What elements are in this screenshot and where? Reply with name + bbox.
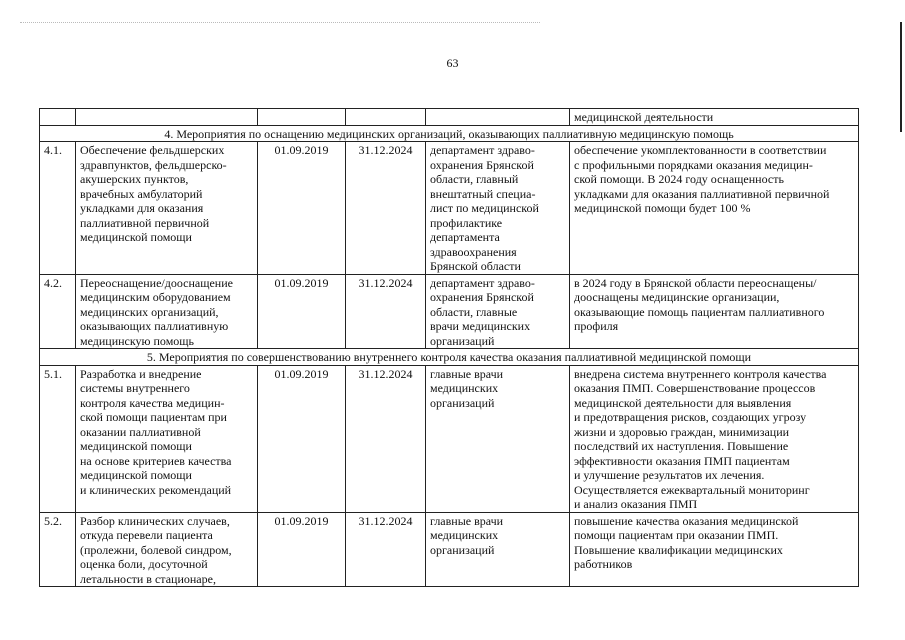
cell-line: главные врачи bbox=[430, 513, 504, 528]
table-row bbox=[40, 142, 859, 275]
cell-line: контроля качества медицин- bbox=[80, 395, 225, 410]
cell-line: Осуществляется ежеквартальный мониторинг bbox=[574, 482, 810, 497]
cell-start-date: 01.09.2019 bbox=[258, 365, 346, 512]
table-row bbox=[40, 365, 859, 512]
cell-line: последствий их наступления. Повышение bbox=[574, 439, 789, 453]
cell-line: медицинской помощи bbox=[80, 439, 192, 453]
page-number: 63 bbox=[446, 56, 459, 70]
cell-line: врачебных амбулаторий bbox=[80, 186, 203, 201]
cell-line: Разбор клинических случаев, bbox=[80, 513, 230, 528]
cell-line: эффективности оказания ПМП пациентам bbox=[574, 453, 790, 468]
cell-line: в 2024 году в Брянской области переоснащены/ bbox=[574, 275, 817, 290]
cell-line: лист по медицинской bbox=[430, 201, 539, 215]
cell-line: оказании паллиативной bbox=[80, 424, 201, 439]
cell-line: медицинской деятельности для выявления bbox=[574, 395, 792, 410]
cell-line: внедрена система внутреннего контроля качества bbox=[574, 366, 827, 381]
cell-responsible bbox=[426, 365, 570, 512]
cell-number: 5.2. bbox=[40, 512, 76, 587]
cell-line: и предотвращения рисков, создающих угрозу bbox=[574, 410, 807, 424]
section-header-row bbox=[40, 349, 859, 366]
cell-line: области, главные bbox=[430, 304, 518, 319]
cell-result bbox=[570, 365, 859, 512]
cell-line: организаций bbox=[430, 333, 495, 348]
cell-line: департамент здраво- bbox=[430, 275, 535, 290]
cell-line: медицинскую помощь bbox=[80, 333, 195, 348]
cell-line: системы внутреннего bbox=[80, 381, 190, 395]
section-header-row bbox=[40, 125, 859, 142]
scan-edge-mark bbox=[900, 22, 902, 132]
cell-line: откуда перевели пациента bbox=[80, 528, 213, 542]
cell-number: 5.1. bbox=[40, 365, 76, 512]
cell-line: жизни и здоровью граждан, минимизации bbox=[574, 424, 790, 439]
cell-responsible bbox=[426, 274, 570, 349]
cell-line: медицинским оборудованием bbox=[80, 290, 231, 304]
cell-line: Переоснащение/дооснащение bbox=[80, 275, 233, 290]
cell-line: ской помощи пациентам при bbox=[80, 410, 227, 424]
cell-result bbox=[570, 512, 859, 587]
cell-line: организаций bbox=[430, 395, 495, 410]
cell-measure-name bbox=[76, 142, 258, 275]
cell-line: медицинской помощи будет 100 % bbox=[574, 201, 751, 215]
cell-number: 4.1. bbox=[40, 142, 76, 275]
cell-line: здравпунктов, фельдшерско- bbox=[80, 157, 227, 172]
cell-line: паллиативной первичной bbox=[80, 215, 210, 230]
cell-line: оказывающих паллиативную bbox=[80, 319, 229, 333]
cell-line: департамент здраво- bbox=[430, 143, 535, 157]
cell-line: главные врачи bbox=[430, 366, 504, 381]
cell-line: ской помощи. В 2024 году оснащенность bbox=[574, 172, 784, 186]
cell-line: Обеспечение фельдшерских bbox=[80, 143, 225, 157]
cell-line: охранения Брянской bbox=[430, 157, 534, 172]
cell-result bbox=[570, 142, 859, 275]
cell-line: области, главный bbox=[430, 172, 519, 186]
cell-start-date: 01.09.2019 bbox=[258, 274, 346, 349]
cell-line: работников bbox=[574, 557, 633, 571]
cell-line: укладками для оказания bbox=[80, 201, 204, 215]
cell-line: департамента bbox=[430, 230, 500, 244]
cell-line: медицинских организаций, bbox=[80, 304, 219, 319]
cell-result: медицинской деятельности bbox=[570, 109, 859, 126]
cell-end-date: 31.12.2024 bbox=[346, 512, 426, 587]
section-title: 4. Мероприятия по оснащению медицинских организаций, оказывающих паллиативную медицинскую помощь bbox=[40, 125, 859, 142]
cell-line: профилактике bbox=[430, 215, 503, 230]
cell-line: дооснащены медицинские организации, bbox=[574, 290, 780, 304]
cell-line: летальности в стационаре, bbox=[80, 571, 216, 586]
cell-line: и клинических рекомендаций bbox=[80, 482, 232, 497]
cell-measure-name bbox=[76, 512, 258, 587]
cell-responsible bbox=[426, 512, 570, 587]
cell-end-date: 31.12.2024 bbox=[346, 142, 426, 275]
cell-line: с профильными порядками оказания медицин- bbox=[574, 157, 813, 172]
cell-measure-name bbox=[76, 365, 258, 512]
cell-line: помощи пациентам при оказании ПМП. bbox=[574, 528, 779, 542]
measures-table bbox=[39, 108, 859, 587]
cell-line: обеспечение укомплектованности в соответствии bbox=[574, 143, 827, 157]
cell-line: охранения Брянской bbox=[430, 290, 534, 304]
cell-responsible bbox=[426, 142, 570, 275]
cell-start-date: 01.09.2019 bbox=[258, 512, 346, 587]
cell-line: медицинских bbox=[430, 528, 499, 542]
cell-line: медицинской помощи bbox=[80, 468, 192, 482]
cell-line: оказывающие помощь пациентам паллиативного bbox=[574, 304, 825, 319]
continuation-row bbox=[40, 109, 859, 126]
table-row bbox=[40, 512, 859, 587]
scan-artifact-line bbox=[20, 22, 540, 23]
section-title: 5. Мероприятия по совершенствованию внутреннего контроля качества оказания паллиативной медицинской помощи bbox=[40, 349, 859, 366]
cell-line: Повышение квалификации медицинских bbox=[574, 542, 783, 557]
cell-line: и анализ оказания ПМП bbox=[574, 497, 698, 511]
cell-line: врачи медицинских bbox=[430, 319, 531, 333]
cell-line: оценка боли, досуточной bbox=[80, 557, 208, 571]
cell-start-date: 01.09.2019 bbox=[258, 142, 346, 275]
cell-line: на основе критериев качества bbox=[80, 453, 232, 468]
cell-line: медицинской помощи bbox=[80, 230, 192, 244]
cell-line: профиля bbox=[574, 319, 619, 333]
cell-line: Брянской области bbox=[430, 259, 521, 273]
cell-measure-name bbox=[76, 274, 258, 349]
cell-line: Разработка и внедрение bbox=[80, 366, 202, 381]
cell-number: 4.2. bbox=[40, 274, 76, 349]
cell-result bbox=[570, 274, 859, 349]
cell-line: медицинских bbox=[430, 381, 499, 395]
cell-line: оказания ПМП. Совершенствование процессов bbox=[574, 381, 816, 395]
cell-line: (пролежни, болевой синдром, bbox=[80, 542, 232, 557]
cell-line: акушерских пунктов, bbox=[80, 172, 189, 186]
cell-line: и улучшение результатов их лечения. bbox=[574, 468, 765, 482]
cell-end-date: 31.12.2024 bbox=[346, 365, 426, 512]
cell-line: повышение качества оказания медицинской bbox=[574, 513, 799, 528]
cell-line: организаций bbox=[430, 542, 495, 557]
cell-line: здравоохранения bbox=[430, 244, 517, 259]
cell-line: внештатный специа- bbox=[430, 186, 536, 201]
cell-end-date: 31.12.2024 bbox=[346, 274, 426, 349]
table-row bbox=[40, 274, 859, 349]
cell-line: укладками для оказания паллиативной первичной bbox=[574, 186, 830, 201]
